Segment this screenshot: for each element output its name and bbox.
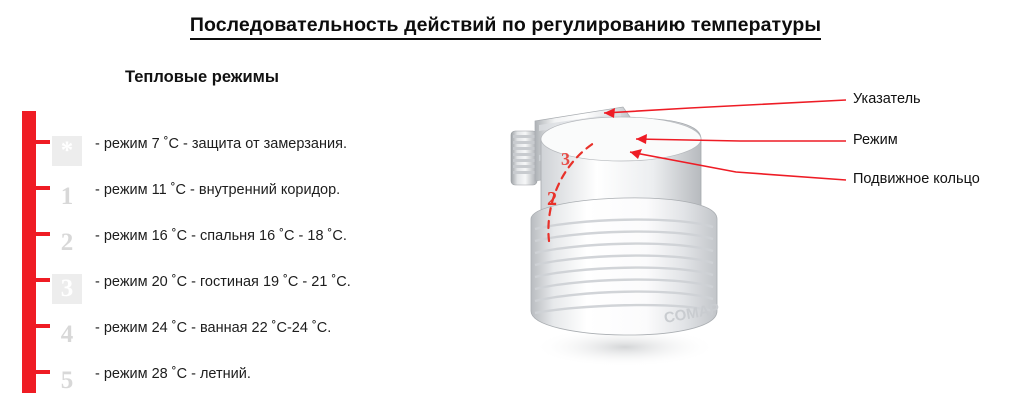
dial-number-2: 2 xyxy=(547,188,557,210)
section-subtitle: Тепловые режимы xyxy=(125,68,279,86)
callout-label-movable-ring: Подвижное кольцо xyxy=(853,171,980,187)
dial-number-3: 3 xyxy=(561,149,570,169)
brand-label: COMAP xyxy=(662,300,721,327)
thermostat-body xyxy=(531,198,721,335)
thermostat-drawing xyxy=(505,95,735,365)
scale-numeral-3: 3 xyxy=(52,274,82,304)
scale-numeral-4: 4 xyxy=(60,321,74,348)
thermostatic-valve-head-image xyxy=(505,95,735,365)
callout-label-pointer: Указатель xyxy=(853,91,921,107)
scale-numeral-1: 1 xyxy=(60,183,74,210)
mode-item: - режим 7 ˚С - защита от замерзания. xyxy=(95,136,347,152)
scale-numeral-2: 2 xyxy=(60,229,74,256)
scale-tick xyxy=(22,278,50,282)
scale-numeral-frost: * xyxy=(52,136,82,166)
scale-tick xyxy=(22,140,50,144)
scale-numeral-5: 5 xyxy=(60,367,74,394)
mode-item: - режим 24 ˚С - ванная 22 ˚С-24 ˚С. xyxy=(95,320,332,336)
scale-tick xyxy=(22,370,50,374)
valve-connector xyxy=(511,131,537,185)
mode-item: - режим 28 ˚С - летний. xyxy=(95,366,251,382)
scale-tick xyxy=(22,186,50,190)
temperature-scale-bar xyxy=(22,111,36,393)
scale-numerals xyxy=(52,118,88,394)
mode-item: - режим 20 ˚С - гостиная 19 ˚С - 21 ˚С. xyxy=(95,274,351,290)
callout-label-mode: Режим xyxy=(853,132,898,148)
page-title-text: Последовательность действий по регулированию температуры xyxy=(190,14,821,40)
mode-item: - режим 16 ˚С - спальня 16 ˚С - 18 ˚С. xyxy=(95,228,347,244)
scale-tick xyxy=(22,232,50,236)
scale-tick xyxy=(22,324,50,328)
page-title xyxy=(0,14,1011,37)
mode-item: - режим 11 ˚С - внутренний коридор. xyxy=(95,182,341,198)
